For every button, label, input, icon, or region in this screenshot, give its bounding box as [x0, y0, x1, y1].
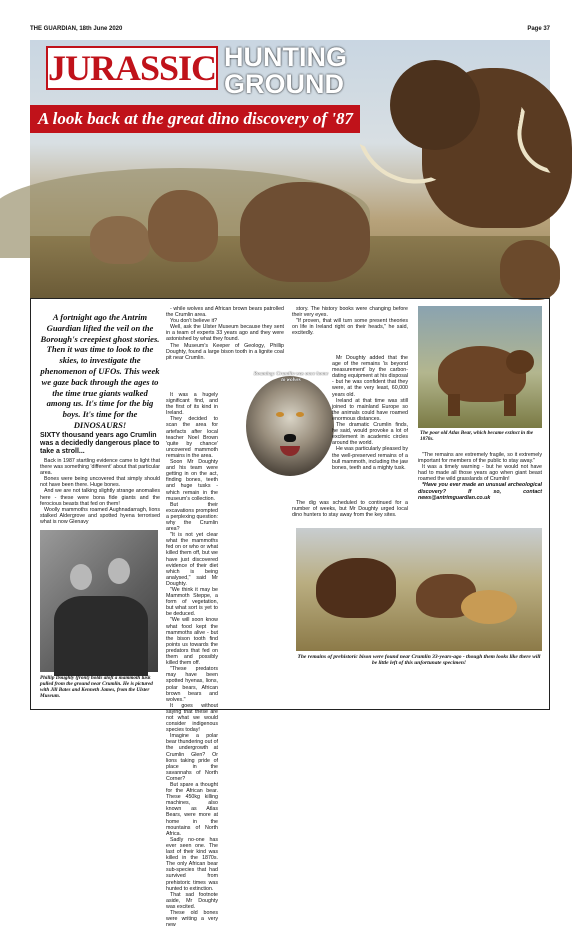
paragraph: "We will soon know what food kept the mammoths alive - but the bison tooth find points us towards the predators that fed on them and possibly killed them off. [166, 617, 218, 667]
masthead-paper-date: THE GUARDIAN, 18th June 2020 [30, 26, 123, 32]
article-column-2 [166, 392, 218, 928]
paragraph: "If proven, that will turn some present theories on life in Ireland right on their heads," he said, excitedly. [292, 318, 408, 337]
bear-head [506, 350, 534, 374]
headline-hunting-ground [224, 44, 347, 98]
wolf-nose [284, 434, 296, 442]
headline-hunting: HUNTING [224, 42, 347, 72]
standfirst: A fortnight ago the Antrim Guardian lifted the veil on the Borough's creepiest ghost stories. Then it was time to look to the skies, to investigate the phenomenon of UFOs. This week we gaze back through the ages to the time true giants walked among us. It's time for the big boys. It's time for the DINOSAURS! [40, 312, 160, 430]
wolf-mouth [280, 446, 300, 456]
caption-wolf: Roaming: Crumlin was once home to wolves [253, 371, 329, 383]
paragraph: It was a hugely significant find, and the first of its kind in Ireland. [166, 392, 218, 417]
mammoth-figure [240, 182, 370, 282]
paragraph: You don't believe it? [170, 318, 218, 325]
photo-atlas-bear [418, 306, 542, 428]
subtitle: A look back at the great dino discovery of '87 [38, 109, 353, 128]
article-column-2-top [166, 306, 284, 361]
bison-figure [316, 558, 396, 618]
paragraph: Bones were being uncovered that simply should not have been there. Huge bones. [40, 476, 160, 489]
paragraph: It was a timely warning - but he would not have had to made all those years ago when giant beast roamed the wild grasslands of Crumlin! [418, 464, 542, 483]
article-column-1 [40, 458, 160, 525]
paragraph: The Museum's Keeper of Geology, Phillip Doughty, found a large bison tooth in a lignite coal pit near Crumlin. [166, 342, 284, 361]
photo-museum-team [40, 530, 158, 672]
article-column-3-bottom [292, 500, 408, 518]
photo-wolf [246, 376, 334, 476]
paragraph: Imagine a polar bear thundering out of the undergrowth at Crumlin Glen? Or lions taking pride of place in the savannahs of North Corner? [166, 733, 218, 782]
paragraph: "It is not yet clear what the mammoths fed on or who or what killed them off, but we have just discovered evidence of their diet which is being analysed," said Mr Doughty. [166, 532, 218, 587]
bear-leg [448, 394, 460, 416]
article-column-3-top [292, 306, 408, 336]
article-column-4 [418, 452, 542, 501]
paragraph: "These predators may have been spotted hyenas, lions, polar bears, African brown bears and wolves." [166, 666, 218, 703]
masthead [30, 26, 550, 36]
wolf-eye [276, 412, 284, 417]
paragraph: The dig was scheduled to continued for a number of weeks, but Mr Doughty urged local dino hunters to stay away from the key sites. [292, 500, 408, 519]
paragraph: Sadly no-one has ever seen one. The last of their kind was killed in the 1870s. The only African bear sub-species that had survived from prehistoric times was hunted to extinction. [166, 836, 218, 892]
paragraph: The dramatic Crumlin finds, he said, would provoke a lot of excitement in academic circles around the world. [332, 422, 408, 447]
paragraph: He was particularly pleased by the well-preserved remains of a bull mammoth, including the jaw bones, teeth and a mighty tusk. [332, 446, 408, 471]
mammoth-figure [500, 240, 560, 300]
paragraph: "The remains are extremely fragile, so it extremely important for members of the public to stay away." [418, 452, 542, 465]
bear-leg [504, 394, 516, 416]
paragraph: Well, ask the Ulster Museum because they sent in a team of experts 33 years ago and they were astonished by what they found. [166, 324, 284, 343]
paragraph: "We think it may be Mammoth Steppe, a form of vegetation, but what sort is yet to be deduced. [166, 587, 218, 618]
paragraph: Woolly mammoths roamed Aughnadarragh, lions stalked Aldergrove and spotted hyena terrorised what is now Glenavy [40, 506, 160, 525]
contact-line: *Have you ever made an unusual archeological discovery? If so, contact news@antrimguardian.co.uk [418, 482, 542, 501]
paragraph: - while wolves and African brown bears patrolled the Crumlin area. [166, 306, 284, 319]
caption-museum-team: Phillip Doughty (front) holds aloft a mammoth tusk pulled from the ground near Crumlin. He is pictured with Jill Bates and Kenneth James, from the Ulster Museum. [40, 675, 153, 699]
photo-face [108, 558, 130, 584]
paragraph: Soon Mr Doughty and his team were getting in on the act, finding bones, teeth and huge tusks - which remain in the museum's collection. [166, 459, 218, 502]
caption-atlas-bear: The poor old Atlas Bear, which became extinct in the 1870s. [420, 430, 534, 442]
headline-jurassic: JURASSIC [47, 48, 217, 88]
masthead-page-number: Page 37 [527, 26, 550, 32]
headline-ground: GROUND [224, 69, 344, 99]
subtitle-band [30, 105, 360, 133]
photo-face [70, 564, 92, 590]
paragraph: That sad footnote aside, Mr Doughty was excited. [166, 891, 218, 910]
article-column-3 [332, 355, 408, 471]
paragraph: Mr Doughty added that the age of the remains 'is beyond measurement' by the carbon-dating equipment at his disposal - but he was confident that they were, at the very least, 60,000 years old. [332, 355, 408, 398]
photo-bison-lion [296, 528, 542, 651]
paragraph: It goes without saying that these are not what we would consider indigenous species today! [166, 702, 218, 734]
paragraph: And we are not talking slightly strange anomalies here - these were bona fide giants and the ferocious beasts that fed on them! [40, 488, 160, 507]
paragraph: Ireland at that time was still joined to mainland Europe so the animals could have roamed enormous distances. [332, 397, 408, 422]
paragraph: But spare a thought for the African bear. These 450kg killing machines, also known as Atlas Bears, were more at home in the mountains of North Africa. [166, 782, 218, 837]
paragraph: But their excavations prompted a perplexing question: why the Crumlin area? [166, 501, 218, 533]
paragraph: These old bones were writing a very new [166, 909, 218, 928]
photo-figure [54, 596, 148, 676]
wolf-eye [296, 412, 304, 417]
lion-figure [461, 590, 517, 624]
intro-paragraph: SIXTY thousand years ago Crumlin was a decidedly dangerous place to take a stroll... [40, 432, 160, 455]
paragraph: Back in 1987 startling evidence came to light that there was something 'different' about that particular area. [40, 458, 160, 477]
caption-bison: The remains of prehistoric bison were found near Crumlin 33-years-ago - though them looks like there will be little left of this unfortunate specimen! [297, 654, 541, 667]
paragraph: They decided to scan the area for artefacts after local teacher Noel Brown 'quite by chance' uncovered mammoth remains in the area. [166, 416, 218, 459]
mammoth-figure [90, 216, 150, 264]
mammoth-figure [148, 190, 218, 262]
paragraph: story. The history books were changing before their very eyes. [292, 306, 408, 319]
